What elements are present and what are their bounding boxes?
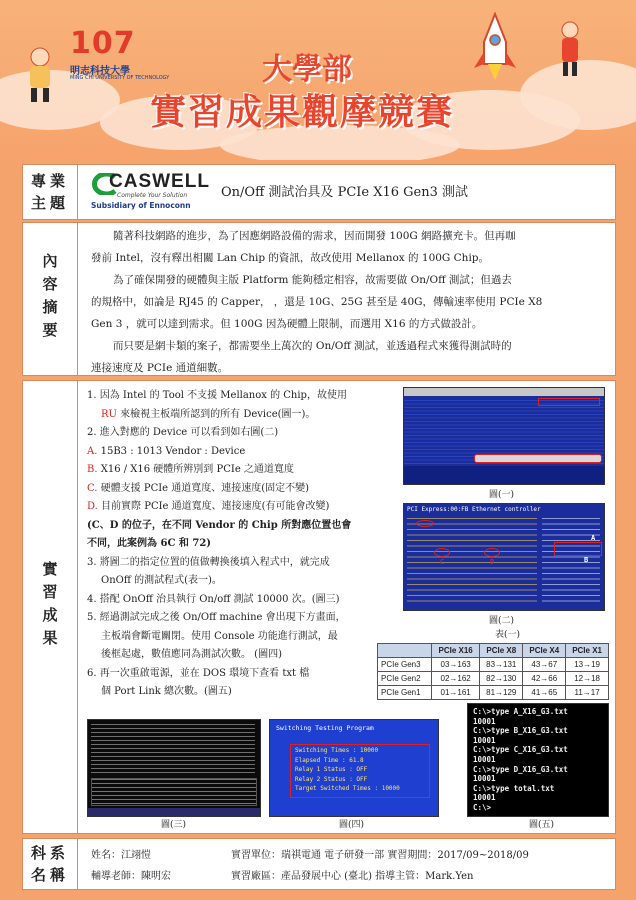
- line: 10001: [473, 774, 496, 784]
- row-label: [23, 839, 78, 889]
- figure-5-caption: 圖(五): [529, 820, 555, 830]
- project-row: [22, 164, 616, 220]
- list-item: OnOff 的測試程式(表一)。: [101, 575, 222, 586]
- line: C:\>type A_X16_G3.txt: [473, 707, 568, 716]
- table-header-row: [378, 644, 609, 658]
- advisor-name: 輔導老師：陳明宏: [91, 871, 171, 882]
- list-item: 不同，此案例為 6C 和 72): [87, 538, 212, 549]
- register-grid: [407, 518, 537, 606]
- mark-label-a: A: [591, 534, 596, 542]
- list-item: (C、D 的位子，在不同 Vendor 的 Chip 所對應位置也會: [87, 519, 352, 531]
- list-item: 1. 因為 Intel 的 Tool 不支援 Mellanox 的 Chip，故使用: [87, 390, 347, 401]
- figure-3-caption: 圖(三): [161, 820, 187, 830]
- line: 10001: [473, 793, 496, 803]
- line: C:\>type C_X16_G3.txt: [473, 745, 568, 755]
- list-item: RU 來檢視主板端所認到的所有 Device(圖一)。: [101, 408, 316, 420]
- summary-line: 為了確保開發的硬體與主版 Platform 能夠穩定相容，故需要做 On/Off 測試；但過去: [113, 274, 512, 286]
- figure-2-screenshot: [403, 503, 605, 611]
- figure-icon: [550, 20, 590, 80]
- mark-label-b: B: [584, 556, 589, 564]
- mark-c-circle: [434, 548, 450, 557]
- list-item: B. X16 / X16 硬體所辨別到 PCIe 之通道寬度: [87, 464, 294, 475]
- console-status-panel: [91, 778, 257, 806]
- line: 10001: [473, 716, 496, 726]
- table-cell: 03→163: [432, 658, 480, 672]
- mark-d-circle: [484, 548, 500, 557]
- title-small: 大學部: [262, 52, 352, 87]
- summary-line: 的規格中，如論是 RJ45 的 Capper， ，還是 10G、25G 甚至是 40G，傳輸速率使用 PCIe X8: [91, 296, 543, 308]
- header-banner: [0, 0, 636, 160]
- table-header-cell: PCIe X1: [566, 644, 609, 658]
- screen-menubar: [404, 388, 604, 396]
- line: Switching Times : 10000: [295, 747, 379, 754]
- figure-icon: [15, 45, 65, 105]
- internship-unit: 實習單位：瑞祺電通 電子研發一部 實習期間：2017/09~2018/09: [231, 850, 529, 861]
- line: Relay 1 Status : OFF: [295, 766, 368, 773]
- figure-3-screenshot: [87, 719, 261, 817]
- internship-site: 實習廠區：產品發展中心 (臺北) 指導主管：Mark.Yen: [231, 871, 474, 882]
- footer-row: [22, 838, 616, 890]
- list-item: D. 目前實際 PCIe 通道寬度、連接速度(有可能會改變): [87, 501, 330, 512]
- figure-2-header: PCI Express:00:FB Ethernet controller: [407, 506, 541, 513]
- table-cell: 41→65: [523, 686, 566, 700]
- logo-school: 明志科技大學: [70, 66, 130, 77]
- console-text: [91, 724, 255, 774]
- table-header-cell: PCIe X16: [432, 644, 480, 658]
- practice-row: [22, 380, 616, 834]
- figure-4-lines: [291, 745, 429, 795]
- summary-line: 發前 Intel，沒有釋出相關 Lan Chip 的資訊，故改使用 Mellanox 的 100G Chip。: [91, 252, 490, 264]
- table-row: [378, 686, 609, 700]
- list-item: C. 硬體支援 PCIe 通道寬度、連接速度(固定不變): [87, 482, 310, 494]
- table-cell: 12→18: [566, 672, 609, 686]
- project-title: On/Off 測試治具及 PCIe X16 Gen3 測試: [221, 185, 469, 200]
- line: 10001: [473, 735, 496, 745]
- figure-4-title: Switching Testing Program: [276, 724, 374, 732]
- table-cell: 01→161: [432, 686, 480, 700]
- table-cell: 82→130: [480, 672, 523, 686]
- list-item: 6. 再一次重啟電源，並在 DOS 環境下查看 txt 檔: [87, 667, 310, 679]
- list-item: 5. 經過測試完成之後 On/Off machine 會出現下方畫面，: [87, 612, 346, 623]
- company-subsidiary: Subsidiary of Ennoconn: [91, 201, 191, 210]
- row-label: [23, 165, 78, 219]
- footer-label: 科系名稱: [30, 844, 69, 884]
- line: C:\>type D_X16_G3.txt: [473, 764, 568, 774]
- table-cell: PCIe Gen3: [378, 658, 432, 672]
- table-1-caption: 表(一): [495, 630, 521, 640]
- list-item: 2. 進入對應的 Device 可以看到如右圖(二): [87, 427, 279, 438]
- logo-number: 107: [70, 26, 136, 61]
- table-header-cell: PCIe X4: [523, 644, 566, 658]
- figure-4-caption: 圖(四): [339, 820, 365, 830]
- table-cell: 42→66: [523, 672, 566, 686]
- summary-line: 連接速度及 PCIe 通道細數。: [91, 362, 229, 374]
- practice-list: [87, 387, 387, 702]
- row-label: [23, 381, 78, 833]
- figure-1-screenshot: [403, 387, 605, 485]
- list-item: 3. 將圖二的指定位置的值做轉換後填入程式中，就完成: [87, 556, 330, 568]
- table-cell: PCIe Gen2: [378, 672, 432, 686]
- figure-2-caption: 圖(二): [489, 616, 515, 626]
- line: Elapsed Time : 61.8: [295, 756, 364, 764]
- list-item: 主板端會斷電關閉。使用 Console 功能進行測試，最: [101, 630, 338, 642]
- screen-footer: [404, 466, 604, 484]
- practice-label: 實習成果: [40, 561, 59, 653]
- company-logo: [89, 171, 210, 213]
- table-cell: 81→129: [480, 686, 523, 700]
- table-cell: PCIe Gen1: [378, 686, 432, 700]
- mark-b-box: [554, 542, 602, 556]
- list-item: 4. 搭配 OnOff 治具執行 On/off 測試 10000 次。(圖三): [87, 593, 340, 605]
- summary-line: 而只要是網卡類的案子，都需要坐上萬次的 On/Off 測試，並透過程式來獲得測試時的: [113, 340, 512, 352]
- table-cell: 83→131: [480, 658, 523, 672]
- figure-5-lines: [468, 704, 608, 816]
- table-cell: 02→162: [432, 672, 480, 686]
- list-item: 後框起處，數值應同為測試次數。 (圖四): [101, 649, 282, 660]
- line: C:\>type total.txt: [473, 783, 555, 793]
- mark-label-d: D: [490, 558, 495, 566]
- figure-1-caption: 圖(一): [489, 490, 515, 500]
- pcie-mapping-table: [377, 643, 609, 700]
- summary-row: [22, 222, 616, 376]
- table-row: [378, 672, 609, 686]
- list-item: 個 Port Link 總次數。(圖五): [101, 686, 232, 697]
- mark-a-circle: [416, 520, 434, 527]
- table-header-cell: PCIe X8: [480, 644, 523, 658]
- highlight-box: [290, 744, 430, 798]
- list-item: A. 15B3 : 1013 Vendor : Device: [87, 445, 246, 457]
- summary-label: 內容摘要: [40, 253, 59, 345]
- table-cell: 13→19: [566, 658, 609, 672]
- line: C:\>type B_X16_G3.txt: [473, 726, 568, 736]
- figure-5-screenshot: [467, 703, 609, 817]
- highlight-box: [538, 398, 600, 406]
- line: C:\>: [473, 802, 492, 812]
- table-cell: 43→67: [523, 658, 566, 672]
- table-header-cell: [378, 644, 432, 658]
- project-label: 專業主題: [30, 172, 69, 212]
- page-title: 實習成果觀摩競賽: [150, 92, 455, 133]
- console-footer: [88, 808, 260, 816]
- line: Relay 2 Status : OFF: [295, 775, 368, 783]
- highlight-row: [474, 454, 602, 463]
- company-logo-text: CASWELL: [109, 171, 210, 192]
- line: 10001: [473, 754, 496, 764]
- summary-line: Gen 3 ，就可以達到需求。但 100G 因為硬體上限制，而選用 X16 的方式做設計。: [91, 318, 483, 330]
- row-label: [23, 223, 78, 375]
- table-row: [378, 658, 609, 672]
- summary-line: 隨著科技網路的進步，為了因應網路設備的需求，因而開發 100G 網路擴充卡。但再咖: [113, 230, 516, 242]
- rocket-icon: [470, 12, 520, 82]
- line: Target Switched Times : 10000: [295, 785, 400, 792]
- table-cell: 11→17: [566, 686, 609, 700]
- logo-school-en: MING CHI UNIVERSITY OF TECHNOLOGY: [70, 75, 170, 81]
- student-name: 姓名：江翊愷: [91, 850, 151, 861]
- mark-label-c: C: [440, 558, 445, 566]
- figure-4-screenshot: [269, 719, 439, 817]
- register-legend: [542, 518, 600, 606]
- company-tagline: Complete Your Solution: [117, 192, 188, 199]
